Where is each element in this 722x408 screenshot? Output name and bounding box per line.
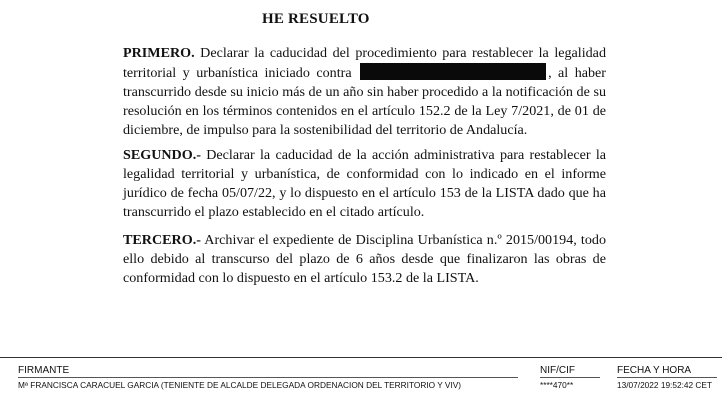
- nif-label: NIF/CIF: [540, 365, 575, 376]
- firmante-underline: [18, 377, 518, 378]
- firmante-value: Mª FRANCISCA CARACUEL GARCIA (TENIENTE DE ALCALDE DELEGADA ORDENACION DEL TERRITORIO Y VIV): [18, 380, 462, 390]
- redacted-name-block: [360, 63, 546, 80]
- primero-text-after: , al haber transcurrido desde su inicio más de un año sin haber procedido a la notificación de su resolución en los términos contenidos en el artículo 152.2 de la Ley 7/2021, de 01 de diciembre, de impulso para la sostenibilidad del territorio de Andalucía.: [123, 64, 606, 138]
- nif-value: ****470**: [540, 380, 574, 390]
- primero-label: PRIMERO.: [123, 45, 195, 61]
- segundo-text: Declarar la caducidad de la acción administrativa para restablecer la legalidad territorial y urbanística, de conformidad con lo indicado en el informe jurídico de fecha 05/07/22, y lo dispuesto en el artículo 153 de la LISTA dado que ha transcurrido el plazo establecido en el citado artículo.: [123, 147, 606, 220]
- nif-underline: [540, 377, 600, 378]
- fecha-underline: [617, 377, 717, 378]
- paragraph-primero: [123, 44, 606, 140]
- fecha-label: FECHA Y HORA: [617, 365, 692, 376]
- tercero-label: TERCERO.-: [123, 232, 201, 248]
- paragraph-segundo: [123, 146, 606, 222]
- paragraph-tercero: [123, 231, 606, 288]
- resolution-heading: HE RESUELTO: [262, 11, 370, 27]
- footer-divider: [0, 357, 722, 358]
- firmante-label: FIRMANTE: [18, 365, 70, 376]
- tercero-text: Archivar el expediente de Disciplina Urbanística n.º 2015/00194, todo ello debido al transcurso del plazo de 6 años desde que finalizaron las obras de conformidad con lo dispuesto en el artículo 153.2 de la LISTA.: [123, 232, 606, 286]
- fecha-value: 13/07/2022 19:52:42 CET: [617, 380, 713, 390]
- primero-text-before: Declarar la caducidad del procedimiento para restablecer la legalidad territorial y urbanística iniciado contra: [123, 45, 606, 81]
- segundo-label: SEGUNDO.-: [123, 147, 201, 163]
